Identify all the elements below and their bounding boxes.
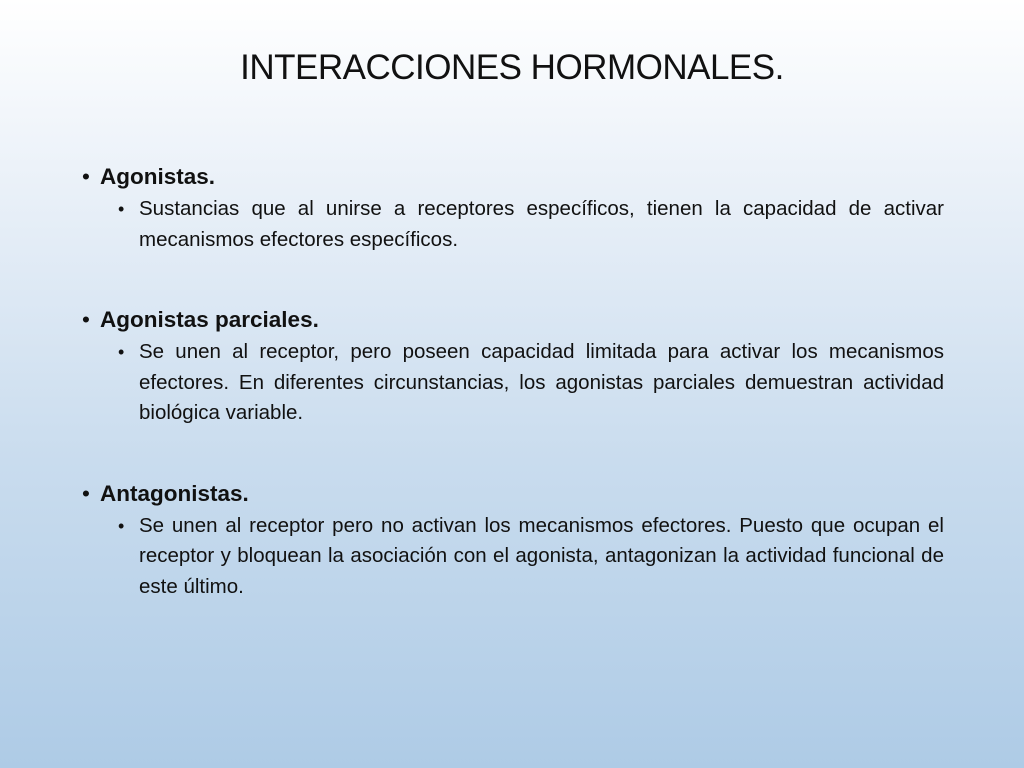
bullet-icon: • [82, 307, 90, 332]
slide-content [80, 160, 944, 602]
section-description [118, 511, 944, 603]
bullet-icon: • [118, 515, 125, 536]
description-text: Se unen al receptor pero no activan los mecanismos efectores. Puesto que ocupan el receptor y bloquean la asociación con el agonista, antagonizan la actividad funcional de este último. [139, 513, 944, 598]
bullet-icon: • [118, 199, 125, 219]
heading-text: Agonistas. [100, 164, 216, 189]
section-agonistas-parciales [80, 303, 944, 429]
section-heading [80, 477, 944, 511]
heading-text: Antagonistas. [100, 480, 249, 506]
heading-text: Agonistas parciales. [100, 307, 319, 332]
section-antagonistas [80, 477, 944, 603]
slide-title: INTERACCIONES HORMONALES. [240, 48, 784, 87]
section-description [118, 194, 944, 255]
description-text: Se unen al receptor, pero poseen capacidad limitada para activar los mecanismos efectores. En diferentes circunstancias, los agonistas parciales demuestran actividad biológica variable. [139, 340, 944, 424]
section-heading [80, 160, 944, 194]
section-agonistas [80, 160, 944, 255]
bullet-icon: • [118, 342, 125, 362]
description-text: Sustancias que al unirse a receptores específicos, tienen la capacidad de activar mecanismos efectores específicos. [139, 197, 944, 251]
section-description [118, 337, 944, 429]
bullet-icon: • [82, 164, 90, 189]
bullet-icon: • [82, 480, 90, 506]
section-heading [80, 303, 944, 337]
